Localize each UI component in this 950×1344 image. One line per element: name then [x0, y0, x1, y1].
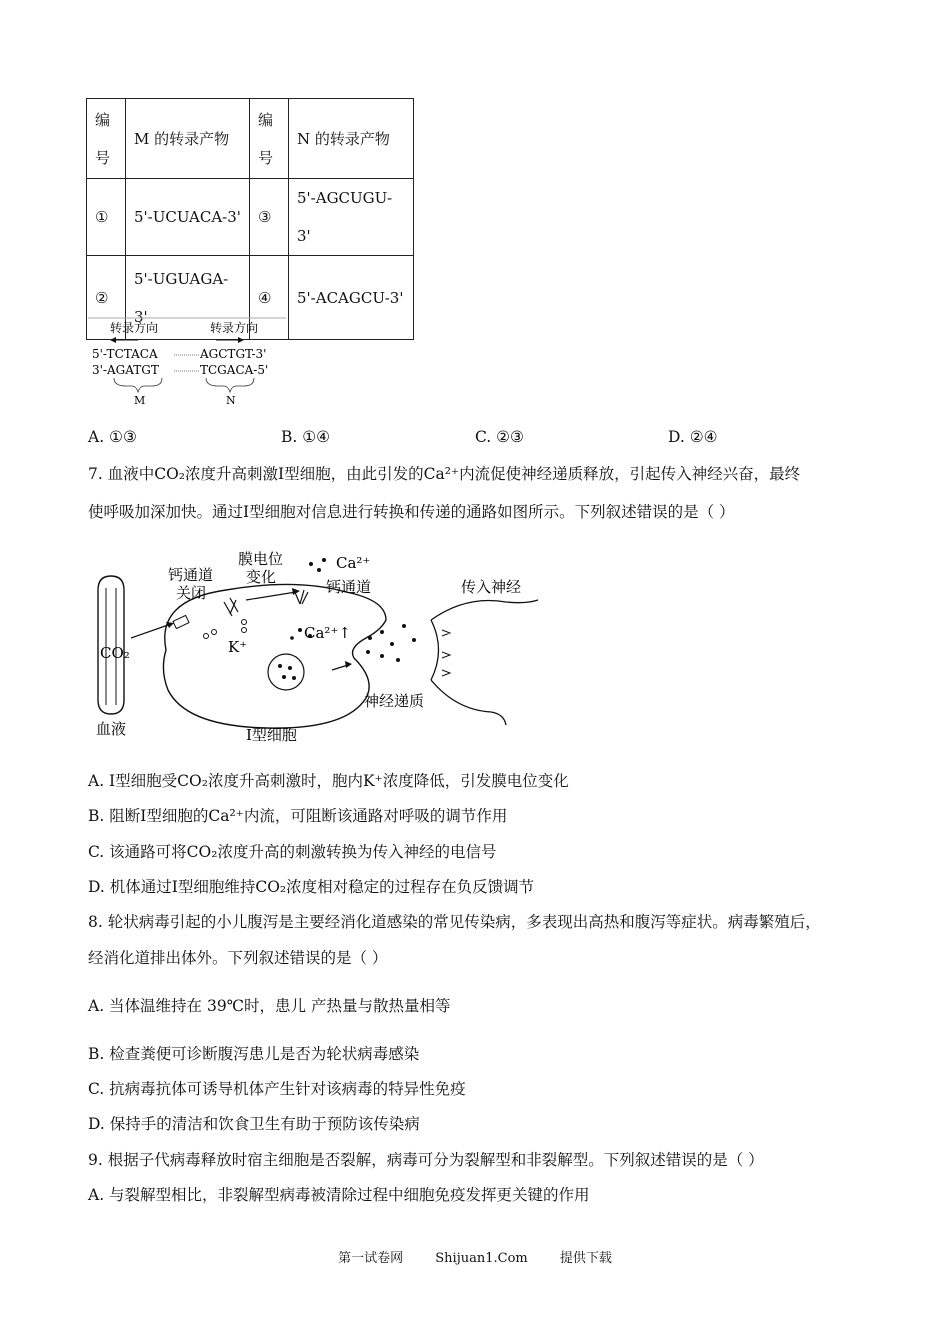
afferent-nerve [431, 600, 538, 725]
strand-top-left: 5'-TCTACA [92, 347, 158, 361]
gene-n-label: N [226, 394, 236, 406]
label-cell: Ⅰ型细胞 [246, 726, 297, 744]
table-cell: 5'-UGUAGA-3' [126, 256, 250, 340]
table-header-row [87, 99, 414, 179]
sensor-icon [173, 615, 189, 628]
table-cell: 5'-UCUACA-3' [126, 179, 250, 256]
transcription-table [86, 98, 414, 340]
label-blood: 血液 [96, 720, 127, 738]
strand-bottom-left: 3'-AGATGT [92, 363, 159, 377]
q7-option-d: D. 机体通过Ⅰ型细胞维持CO₂浓度相对稳定的过程存在负反馈调节 [88, 878, 535, 896]
strand-bottom-right: TCGACA-5' [200, 363, 269, 377]
q6-option-c: C. ②③ [475, 428, 524, 446]
potassium-circles [204, 620, 247, 639]
table-cell: 5'-AGCUGU-3' [289, 179, 414, 256]
header-cell: N 的转录产物 [289, 99, 414, 179]
page-footer [0, 1247, 950, 1266]
table-cell: 5'-ACAGCU-3' [289, 256, 414, 340]
table-cell: ① [87, 179, 126, 256]
transcription-direction-right: 转录方向 [210, 321, 259, 335]
calcium-dots [290, 558, 416, 662]
table-cell: ④ [250, 256, 289, 340]
label-ca-outside: Ca²⁺ [336, 554, 371, 572]
q6-option-d: D. ②④ [668, 428, 718, 446]
type1-cell-outline [163, 584, 386, 728]
label-membrane-2: 变化 [246, 568, 277, 586]
q8-option-b: B. 检查粪便可诊断腹泻患儿是否为轮状病毒感染 [88, 1045, 420, 1063]
label-calcium-closed-2: 关闭 [176, 584, 207, 602]
q7-option-b: B. 阻断Ⅰ型细胞的Ca²⁺内流，可阻断该通路对呼吸的调节作用 [88, 807, 508, 825]
header-cell: 编号 [250, 99, 289, 179]
header-cell: M 的转录产物 [126, 99, 250, 179]
q7-stem-line1: 7. 血液中CO₂浓度升高刺激Ⅰ型细胞，由此引发的Ca²⁺内流促使神经递质释放，引起传入神经兴奋，最终 [88, 465, 801, 483]
strand-top-right: AGCTGT-3' [200, 347, 267, 361]
label-co2: CO₂ [100, 644, 130, 662]
label-calcium-closed-1: 钙通道 [168, 566, 214, 584]
q8-option-a: A. 当体温维持在 39℃时，患儿 产热量与散热量相等 [88, 997, 451, 1015]
vesicle-icon [268, 654, 304, 690]
q8-stem-line2: 经消化道排出体外。下列叙述错误的是（ ） [88, 949, 388, 967]
dna-strand-figure [86, 316, 296, 406]
label-ca-inside: Ca²⁺↑ [304, 624, 351, 642]
label-neurotransmitter: 神经递质 [364, 692, 425, 710]
footer-download: 提供下载 [559, 1251, 612, 1266]
q9-stem: 9. 根据子代病毒释放时宿主细胞是否裂解，病毒可分为裂解型和非裂解型。下列叙述错误的是（ ） [88, 1151, 764, 1169]
q8-stem-line1: 8. 轮状病毒引起的小儿腹泻是主要经消化道感染的常见传染病，多表现出高热和腹泻等症状。病毒繁殖后， [88, 913, 821, 931]
gene-m-label: M [134, 394, 146, 406]
q9-option-a: A. 与裂解型相比，非裂解型病毒被清除过程中细胞免疫发挥更关键的作用 [88, 1186, 590, 1204]
label-afferent: 传入神经 [461, 578, 522, 596]
transcription-direction-left: 转录方向 [110, 321, 159, 335]
q7-stem-line2: 使呼吸加深加快。通过Ⅰ型细胞对信息进行转换和传递的通路如图所示。下列叙述错误的是（ ） [88, 503, 735, 521]
q8-option-d: D. 保持手的清洁和饮食卫生有助于预防该传染病 [88, 1115, 420, 1133]
label-k: K⁺ [228, 638, 248, 656]
q7-option-a: A. Ⅰ型细胞受CO₂浓度升高刺激时，胞内K⁺浓度降低，引发膜电位变化 [88, 772, 569, 790]
q7-option-c: C. 该通路可将CO₂浓度升高的刺激转换为传入神经的电信号 [88, 843, 497, 861]
label-membrane-1: 膜电位 [238, 550, 284, 568]
type1-cell-figure [86, 540, 546, 750]
footer-site-en[interactable]: Shijuan1.Com [435, 1251, 528, 1266]
footer-site-cn: 第一试卷网 [338, 1251, 404, 1266]
q8-option-c: C. 抗病毒抗体可诱导机体产生针对该病毒的特异性免疫 [88, 1080, 466, 1098]
q6-option-b: B. ①④ [281, 428, 331, 446]
header-cell: 编号 [87, 99, 126, 179]
table-cell: ③ [250, 179, 289, 256]
table-row [87, 179, 414, 256]
table-cell: ② [87, 256, 126, 340]
label-calcium-channel: 钙通道 [326, 578, 372, 596]
closed-channel-icon [224, 598, 238, 616]
q6-option-a: A. ①③ [88, 428, 137, 446]
